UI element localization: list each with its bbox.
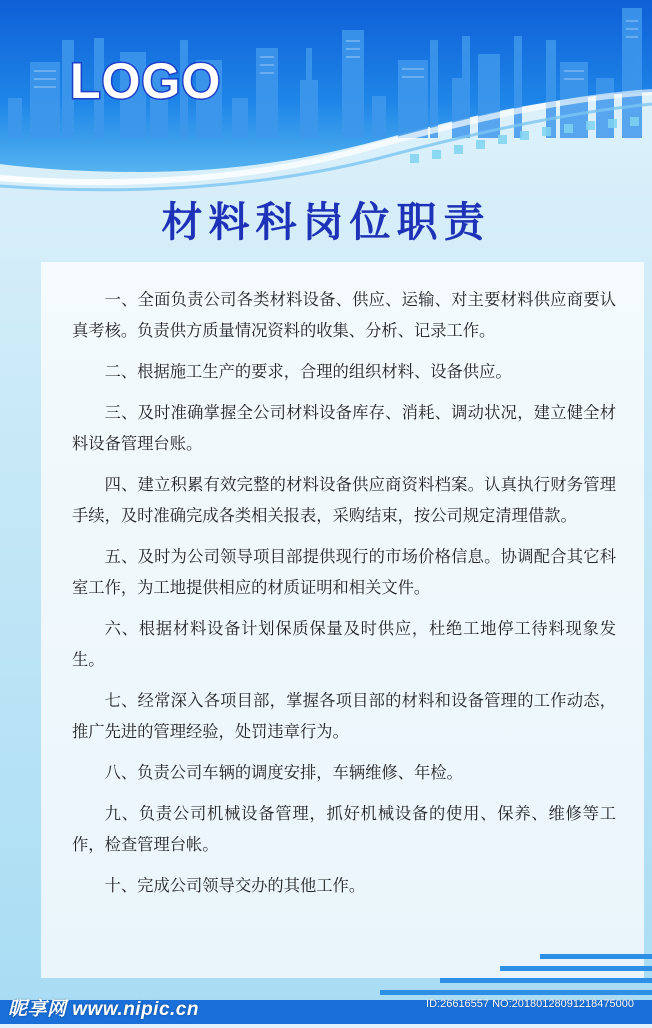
- duty-item-10: 十、完成公司领导交办的其他工作。: [104, 876, 366, 895]
- duty-item-8: 八、负责公司车辆的调度安排，车辆维修、年检。: [104, 763, 463, 782]
- duty-item-7: 七、经常深入各项目部，掌握各项目部的材料和设备管理的工作动态，推广先进的管理经验，处罚违章行为。: [72, 691, 616, 741]
- image-id-watermark: ID:26616557 NO:20180128091218475000: [426, 998, 634, 1010]
- duty-item-4: 四、建立积累有效完整的材料设备供应商资料档案。认真执行财务管理手续，及时准确完成各类相关报表，采购结束，按公司规定清理借款。: [72, 475, 616, 525]
- site-watermark: 昵享网 www.nipic.cn: [8, 999, 199, 1020]
- duties-panel: [41, 262, 644, 978]
- company-logo: LOGO: [70, 53, 222, 109]
- duty-item-2: 二、根据施工生产的要求，合理的组织材料、设备供应。: [104, 362, 512, 381]
- duty-item-9: 九、负责公司机械设备管理，抓好机械设备的使用、保养、维修等工作，检查管理台帐。: [72, 804, 616, 854]
- duty-item-5: 五、及时为公司领导项目部提供现行的市场价格信息。协调配合其它科室工作，为工地提供相应的材质证明和相关文件。: [72, 547, 616, 597]
- duty-item-6: 六、根据材料设备计划保质保量及时供应，杜绝工地停工待料现象发生。: [72, 619, 616, 669]
- page-title: 材料科岗位职责: [161, 198, 491, 246]
- duty-item-3: 三、及时准确掌握全公司材料设备库存、消耗、调动状况，建立健全材料设备管理台账。: [72, 403, 616, 453]
- duty-item-1: 一、全面负责公司各类材料设备、供应、运输、对主要材料供应商要认真考核。负责供方质量情况资料的收集、分析、记录工作。: [72, 290, 616, 340]
